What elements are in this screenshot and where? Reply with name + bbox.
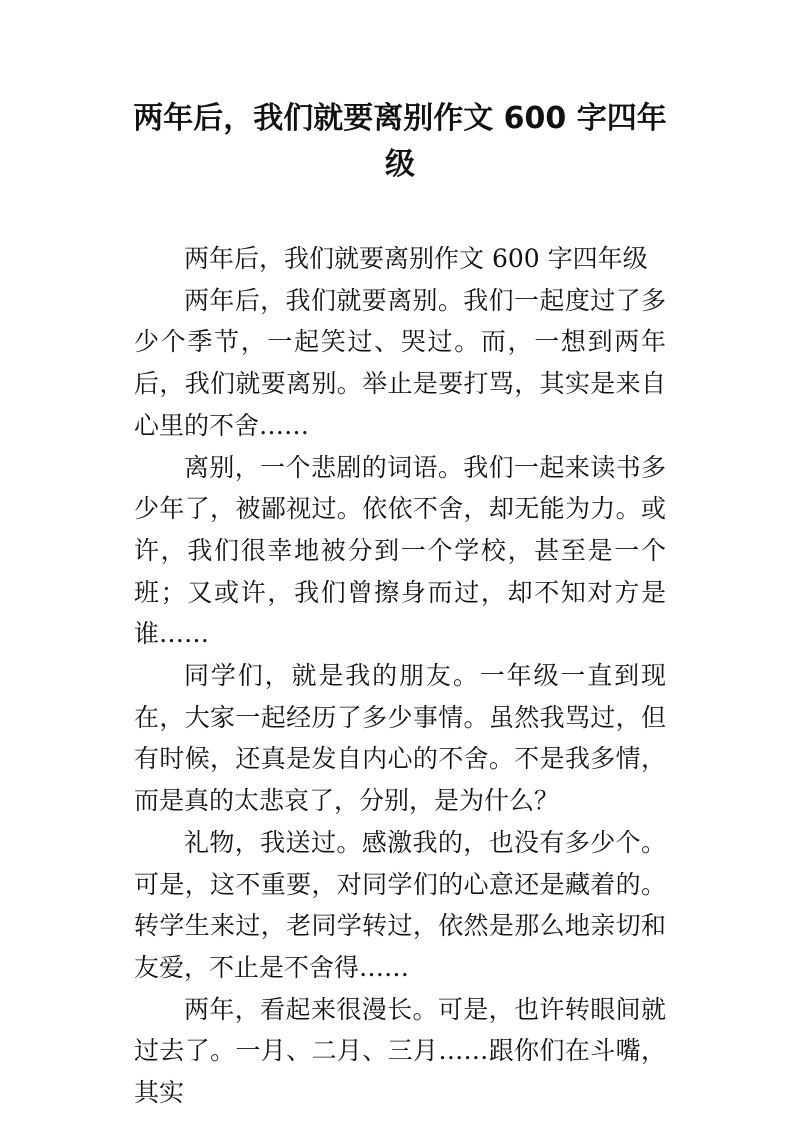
paragraph: 两年后，我们就要离别。我们一起度过了多少个季节，一起笑过、哭过。而，一想到两年后，我们就要离别。举止是要打骂，其实是来自心里的不舍……	[134, 285, 666, 440]
paragraph: 离别，一个悲剧的词语。我们一起来读书多少年了，被鄙视过。依依不舍，却无能为力。或许，我们很幸地被分到一个学校，甚至是一个班；又或许，我们曾擦身而过，却不知对方是谁……	[134, 452, 666, 649]
paragraph: 礼物，我送过。感激我的，也没有多少个。可是，这不重要，对同学们的心意还是藏着的。转学生来过，老同学转过，依然是那么地亲切和友爱，不止是不舍得……	[134, 827, 666, 982]
document-title: 两年后，我们就要离别作文 600 字四年级	[133, 101, 667, 182]
document-body	[134, 238, 666, 1114]
paragraph-subtitle: 两年后，我们就要离别作文 600 字四年级	[184, 244, 648, 273]
paragraph: 同学们，就是我的朋友。一年级一直到现在，大家一起经历了多少事情。虽然我骂过，但有时候，还真是发自内心的不舍。不是我多情，而是真的太悲哀了，分别，是为什么？	[134, 661, 666, 816]
paragraph: 两年，看起来很漫长。可是，也许转眼间就过去了。一月、二月、三月……跟你们在斗嘴，其实	[134, 994, 666, 1108]
